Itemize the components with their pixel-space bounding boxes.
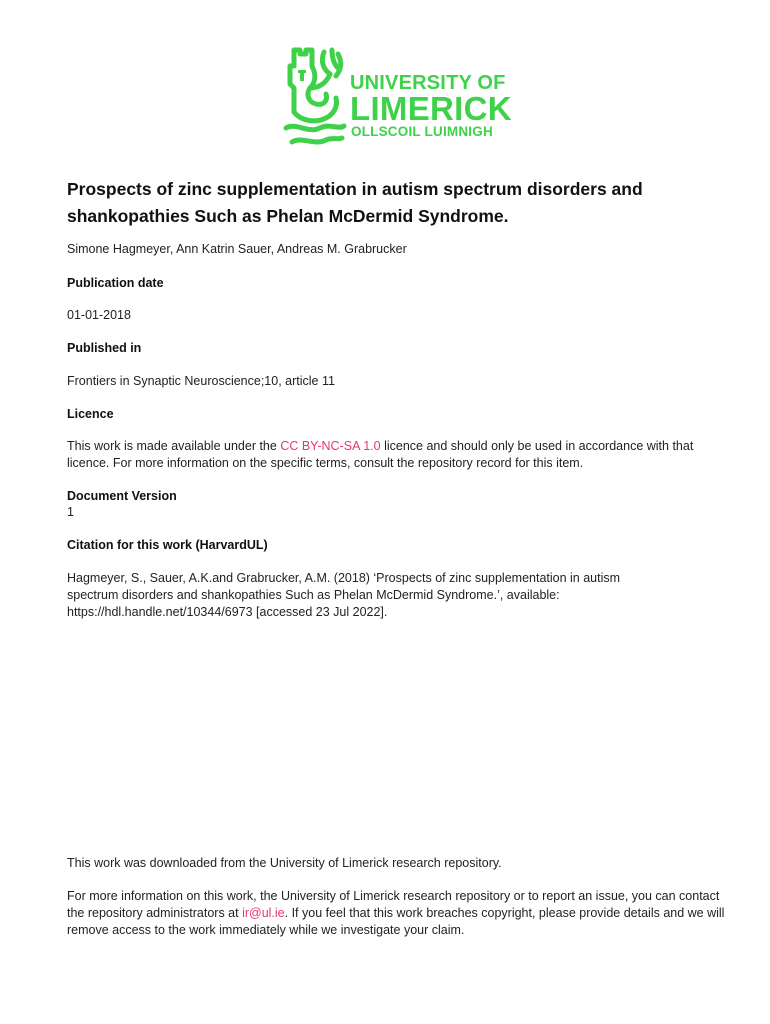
licence-text-after: licence and should only be used in accordance with that licence. For more information on the specific terms, consult the repository record for this item. [67,439,694,470]
publication-date-value: 01-01-2018 [67,308,131,322]
citation-label: Citation for this work (HarvardUL) [67,538,268,552]
repository-info [67,888,732,939]
downloaded-notice: This work was downloaded from the University of Limerick research repository. [67,856,502,870]
licence-link[interactable]: CC BY-NC-SA 1.0 [280,439,381,453]
repository-info-before: For more information on this work, the University of Limerick research repository or to report an issue, you can contact the repository administrators at [67,889,720,920]
citation-text: Hagmeyer, S., Sauer, A.K.and Grabrucker, A.M. (2018) ‘Prospects of zinc supplementation in autism spectrum disorders and shankopathies Such as Phelan McDermid Syndrome.’, available: https://hdl.handle.net/10344/6973 [accessed 23 Jul 2022]. [67,571,621,619]
repository-email-link[interactable]: ir@ul.ie [242,906,285,920]
logo-text-university-of: UNIVERSITY OF [350,72,506,94]
authors: Simone Hagmeyer, Ann Katrin Sauer, Andreas M. Grabrucker [67,242,407,256]
document-version-label: Document Version [67,489,177,503]
licence-text-before: This work is made available under the [67,439,281,453]
limerick-crest-icon [280,44,348,150]
licence-label: Licence [67,407,114,421]
document-title: Prospects of zinc supplementation in autism spectrum disorders and shankopathies Such as Phelan McDermid Syndrome. [67,179,643,226]
repository-info-after: . If you feel that this work breaches copyright, please provide details and we will remove access to the work immediately while we investigate your claim. [67,906,725,937]
university-logo [280,44,520,150]
publication-date-label: Publication date [67,276,164,290]
logo-text-limerick: LIMERICK [350,90,512,127]
published-in-value: Frontiers in Synaptic Neuroscience;10, article 11 [67,374,335,388]
document-version-value: 1 [67,505,74,519]
logo-text-ollscoil-luimnigh: OLLSCOIL LUIMNIGH [351,124,493,139]
licence-text [67,438,737,472]
published-in-label: Published in [67,341,142,355]
